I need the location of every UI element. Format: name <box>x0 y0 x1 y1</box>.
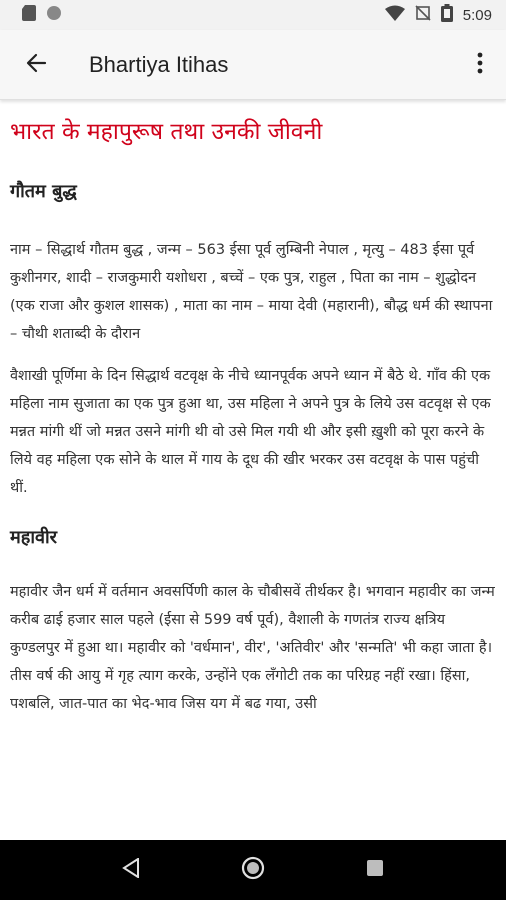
no-sim-icon <box>415 5 431 25</box>
paragraph: वैशाखी पूर्णिमा के दिन सिद्धार्थ वटवृक्ष के नीचे ध्यानपूर्वक अपने ध्यान में बैठे थे. गाँव की एक महिला नाम सुजाता का एक पुत्र हुआ था, उस महिला ने अपने पुत्र के लिये उस वटवृक्ष से एक मन्नत मांगी थीं जो मन्नत उसने मांगी थी वो उसे मिल गयी थी और इसी ख़ुशी को पूरा करने के लिये वह महिला एक सोने के थाल में गाय के दूध की खीर भरकर उस वटवृक्ष के पास पहुंची थीं. <box>10 368 491 496</box>
arrow-left-icon <box>25 52 47 78</box>
overflow-menu-button[interactable] <box>460 38 500 92</box>
circle-icon <box>46 5 62 25</box>
navigation-bar <box>0 840 506 900</box>
paragraph: महावीर जैन धर्म में वर्तमान अवसर्पिणी काल के चौबीसवें तीर्थकर है। भगवान महावीर का जन्म करीब ढाई हजार साल पहले (ईसा से 599 वर्ष पूर्व), वैशाली के गणतंत्र राज्य क्षत्रिय कुण्डलपुर में हुआ था। महावीर को 'वर्धमान', वीर', 'अतिवीर' और 'सन्मति' भी कहा जाता है। तीस वर्ष की आयु में गृह त्याग करके, उन्होंने एक लँगोटी तक का परिग्रह नहीं रखा। हिंसा, पशबलि, जात-पात का भेद-भाव जिस यग में बढ गया, उसी <box>10 584 495 712</box>
home-circle-icon <box>241 856 265 884</box>
article-content[interactable] <box>0 104 506 840</box>
status-right <box>385 4 492 26</box>
back-triangle-icon <box>122 858 140 882</box>
nav-back-button[interactable] <box>111 850 151 890</box>
section-title-mahavir: महावीर <box>10 527 58 548</box>
app-bar <box>0 30 506 100</box>
app-title: Bhartiya Itihas <box>89 51 229 77</box>
page-heading: भारत के महापुरूष तथा उनकी जीवनी <box>10 119 323 145</box>
sd-card-icon <box>22 5 36 25</box>
nav-recents-button[interactable] <box>355 850 395 890</box>
status-left <box>22 5 62 25</box>
wifi-icon <box>385 5 405 25</box>
paragraph: नाम – सिद्धार्थ गौतम बुद्ध , जन्म – 563 ईसा पूर्व लुम्बिनी नेपाल , मृत्यु – 483 ईसा पूर्व कुशीनगर, शादी – राजकुमारी यशोधरा , बच्चें – एक पुत्र, राहुल , पिता का नाम – शुद्धोदन (एक राजा और कुशल शासक) , माता का नाम – माया देवी (महारानी), बौद्ध धर्म की स्थापना – चौथी शताब्दी के दौरान <box>10 242 493 342</box>
status-time: 5:09 <box>462 6 492 24</box>
nav-home-button[interactable] <box>233 850 273 890</box>
status-bar <box>0 0 506 30</box>
back-button[interactable] <box>9 38 63 92</box>
section-title-gautam-buddha: गौतम बुद्ध <box>10 181 77 202</box>
recents-square-icon <box>366 859 384 881</box>
more-vert-icon <box>477 52 483 78</box>
battery-icon <box>441 4 453 26</box>
